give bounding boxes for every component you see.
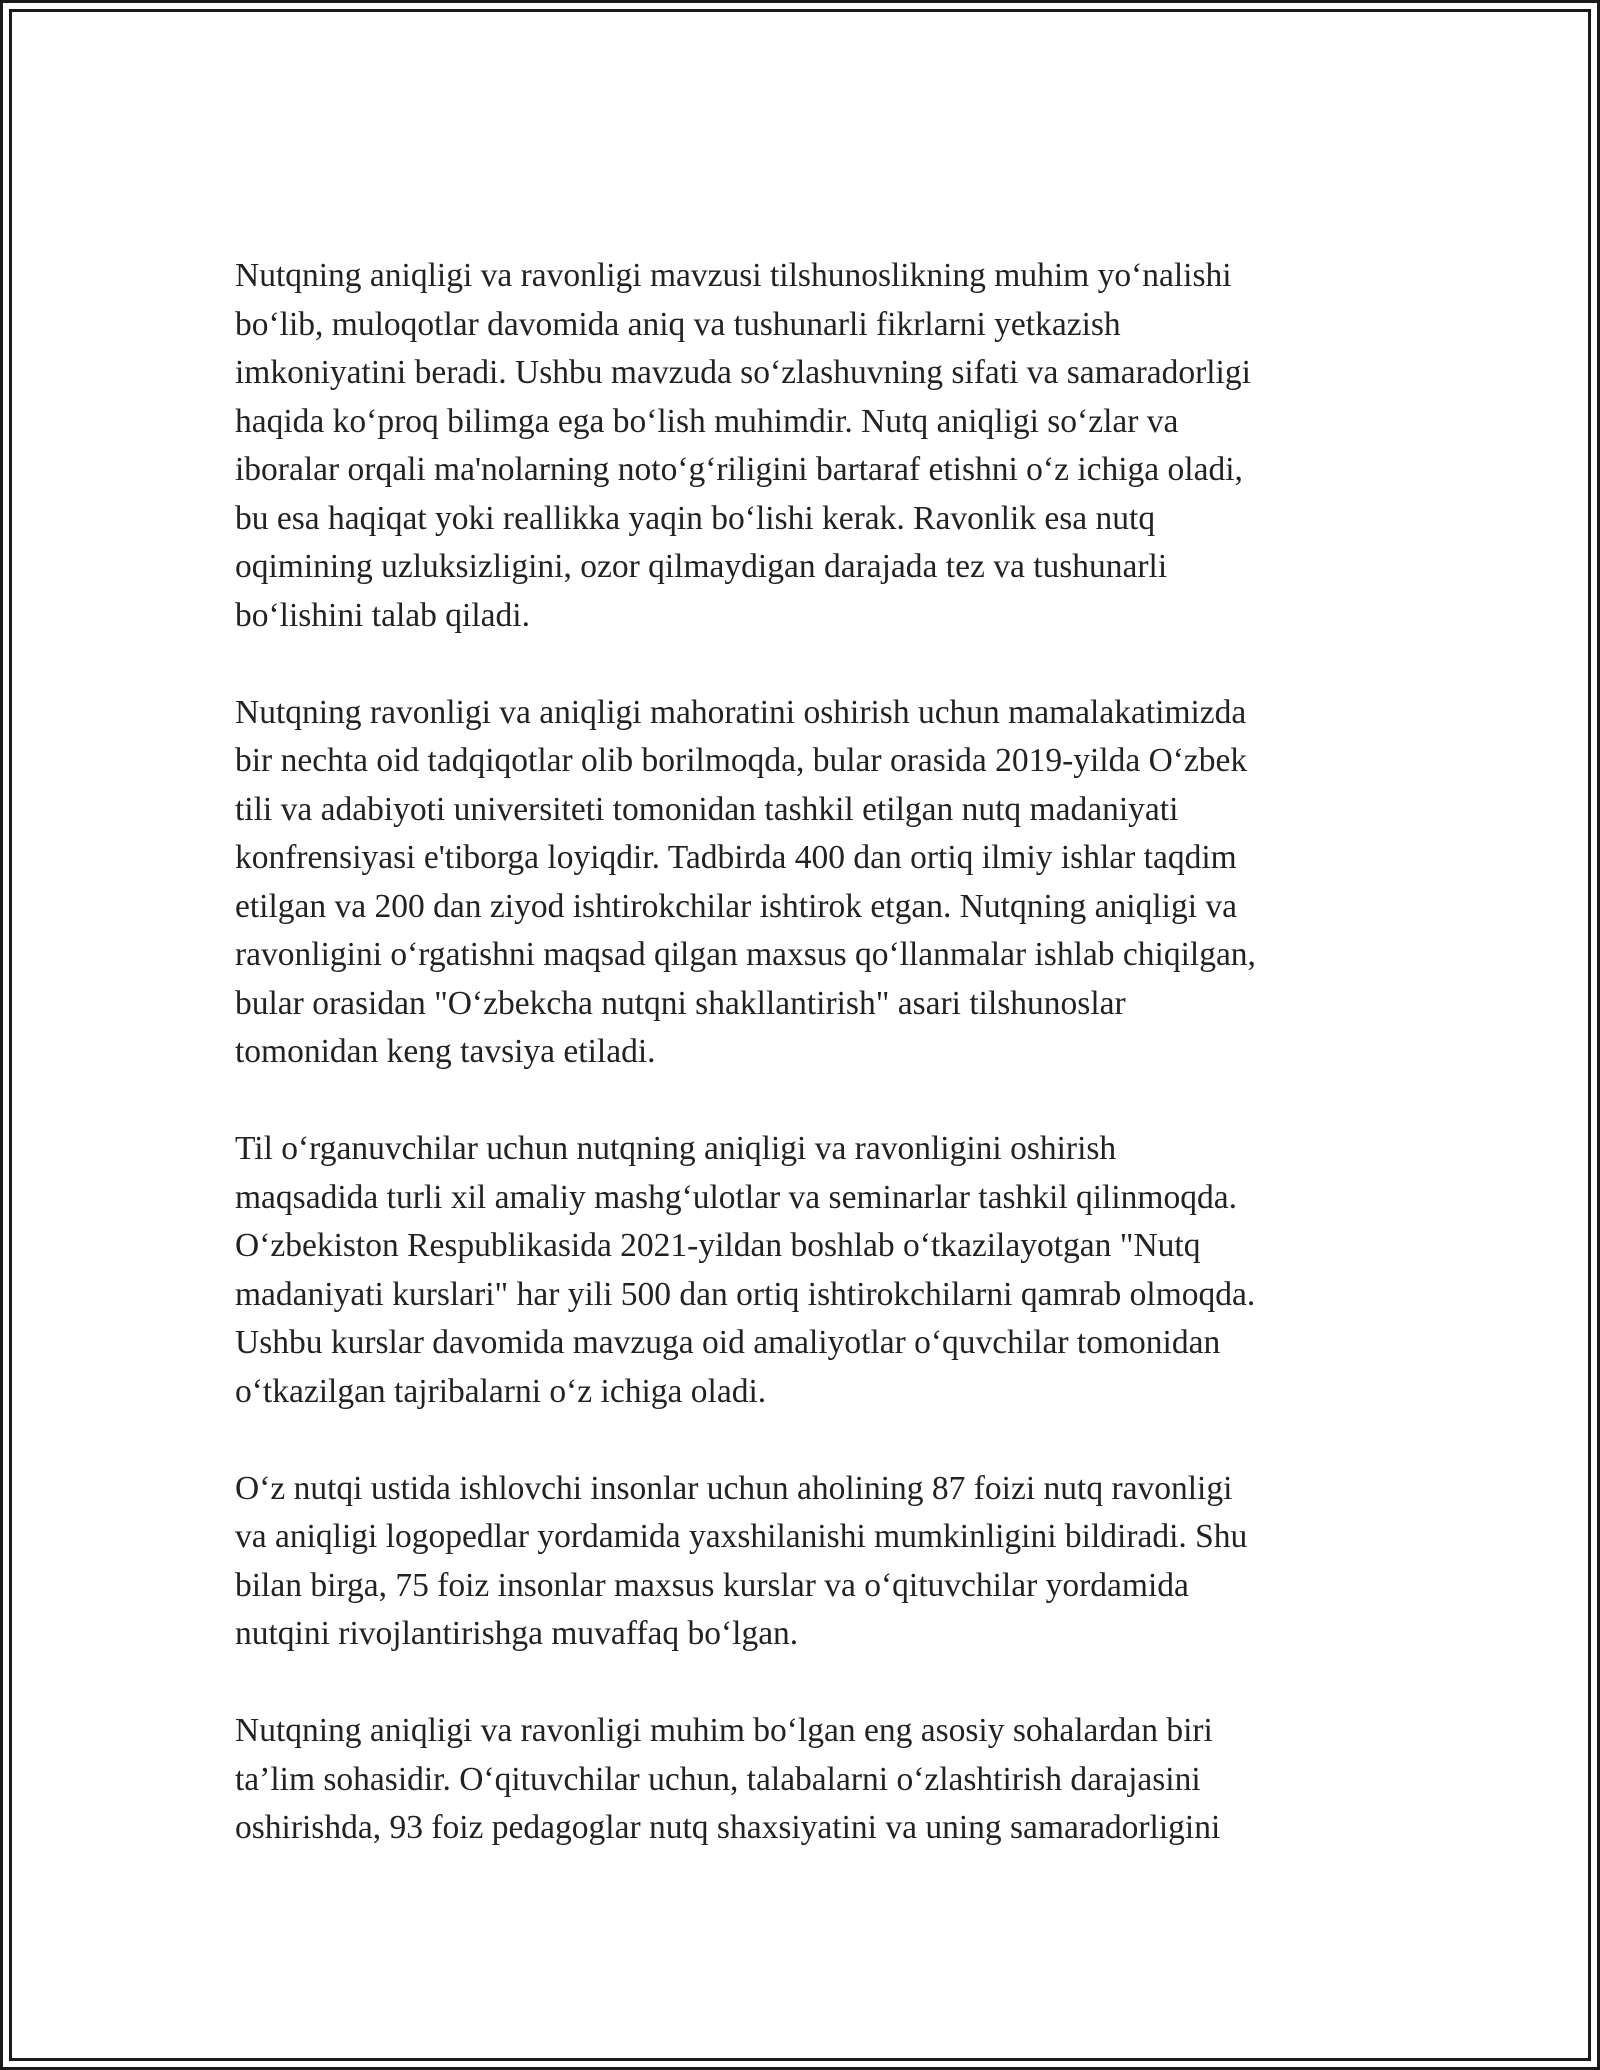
- document-body: [235, 252, 1365, 1901]
- paragraph-1: Nutqning aniqligi va ravonligi mavzusi tilshunoslikning muhim yo‘nalishi bo‘lib, muloqotlar davomida aniq va tushunarli fikrlarni yetkazish imkoniyatini beradi. Ushbu mavzuda so‘zlashuvning sifati va samaradorligi haqida ko‘proq bilimga ega bo‘lish muhimdir. Nutq aniqligi so‘zlar va iboralar orqali ma'nolarning noto‘g‘riligini bartaraf etishni o‘z ichiga oladi, bu esa haqiqat yoki reallikka yaqin bo‘lishi kerak. Ravonlik esa nutq oqimining uzluksizligini, ozor qilmaydigan darajada tez va tushunarli bo‘lishini talab qiladi.: [235, 257, 1251, 634]
- paragraph-5: Nutqning aniqligi va ravonligi muhim bo‘lgan eng asosiy sohalardan biri ta’lim sohasidir. O‘qituvchilar uchun, talabalarni o‘zlashtirish darajasini oshirishda, 93 foiz pedagoglar nutq shaxsiyatini va uning samaradorligini: [235, 1712, 1221, 1846]
- paragraph-2: Nutqning ravonligi va aniqligi mahoratini oshirish uchun mamalakatimizda bir nechta oid tadqiqotlar olib borilmoqda, bular orasida 2019-yilda O‘zbek tili va adabiyoti universiteti tomonidan tashkil etilgan nutq madaniyati konfrensiyasi e'tiborga loyiqdir. Tadbirda 400 dan ortiq ilmiy ishlar taqdim etilgan va 200 dan ziyod ishtirokchilar ishtirok etgan. Nutqning aniqligi va ravonligini o‘rgatishni maqsad qilgan maxsus qo‘llanmalar ishlab chiqilgan, bular orasidan "O‘zbekcha nutqni shakllantirish" asari tilshunoslar tomonidan keng tavsiya etiladi.: [235, 693, 1256, 1070]
- paragraph-4: O‘z nutqi ustida ishlovchi insonlar uchun aholining 87 foizi nutq ravonligi va aniqligi logopedlar yordamida yaxshilanishi mumkinligini bildiradi. Shu bilan birga, 75 foiz insonlar maxsus kurslar va o‘qituvchilar yordamida nutqini rivojlantirishga muvaffaq bo‘lgan.: [235, 1469, 1248, 1652]
- paragraph-3: Til o‘rganuvchilar uchun nutqning aniqligi va ravonligini oshirish maqsadida turli xil amaliy mashg‘ulotlar va seminarlar tashkil qilinmoqda. O‘zbekiston Respublikasida 2021-yildan boshlab o‘tkazilayotgan "Nutq madaniyati kurslari" har yili 500 dan ortiq ishtirokchilarni qamrab olmoqda. Ushbu kurslar davomida mavzuga oid amaliyotlar o‘quvchilar tomonidan o‘tkazilgan tajribalarni o‘z ichiga oladi.: [235, 1130, 1256, 1410]
